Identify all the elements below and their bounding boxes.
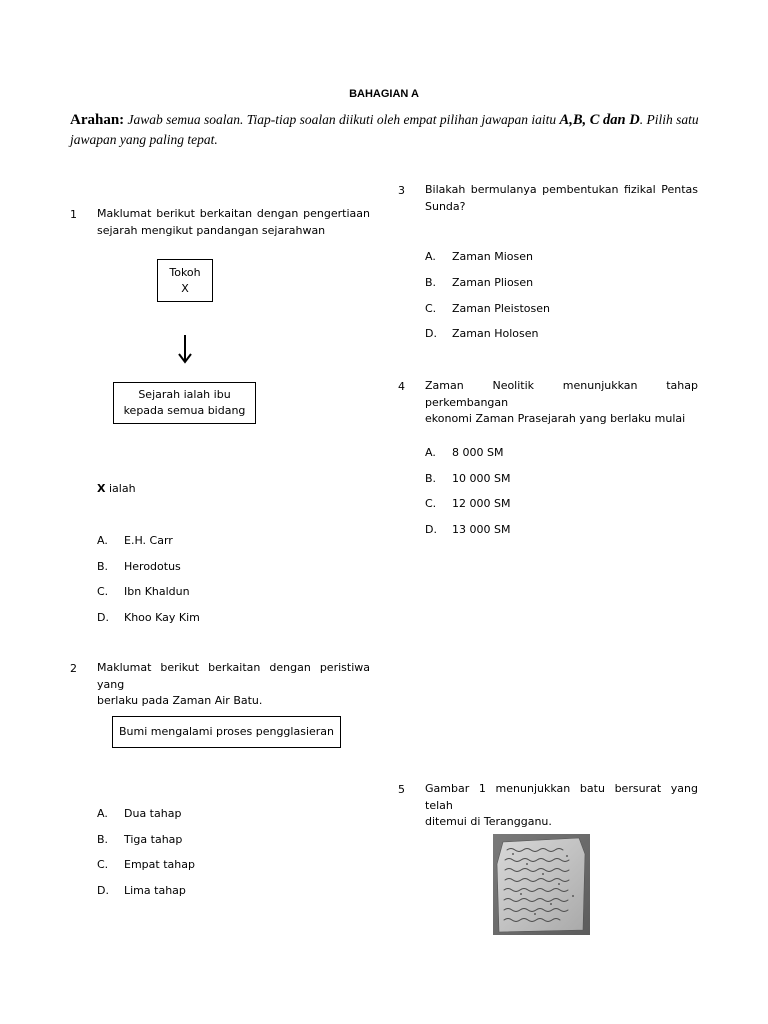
option-text[interactable]: Zaman Holosen xyxy=(452,327,539,340)
inscribed-stone-image xyxy=(493,834,590,935)
option-letter: A. xyxy=(97,534,108,547)
instruction-choices: A,B, C dan D xyxy=(559,112,640,128)
question-1-text xyxy=(97,206,370,239)
question-2-line-1: Maklumat berikut berkaitan dengan peristiwa yang xyxy=(97,661,370,691)
option-letter: C. xyxy=(97,585,109,598)
option-text[interactable]: Lima tahap xyxy=(124,884,186,897)
question-3-text xyxy=(425,182,698,215)
option-text[interactable]: Zaman Pleistosen xyxy=(452,302,550,315)
option-text[interactable]: Empat tahap xyxy=(124,858,195,871)
question-4-text xyxy=(425,378,698,428)
instruction-label: Arahan: xyxy=(70,112,125,128)
question-4-line-1: Zaman Neolitik menunjukkan tahap perkembangan xyxy=(425,379,698,409)
option-letter: D. xyxy=(97,611,109,624)
option-text[interactable]: Zaman Miosen xyxy=(452,250,533,263)
question-3-line-2: Sunda? xyxy=(425,199,466,213)
question-5-number: 5 xyxy=(398,783,405,796)
tokoh-box-line-2: X xyxy=(181,281,189,295)
question-1-prompt-x: X xyxy=(97,482,106,495)
instructions xyxy=(70,110,700,149)
option-text[interactable]: Zaman Pliosen xyxy=(452,276,534,289)
question-1-prompt xyxy=(97,482,136,495)
question-4-line-2: ekonomi Zaman Prasejarah yang berlaku mulai xyxy=(425,412,686,425)
option-letter: D. xyxy=(97,884,109,897)
option-text[interactable]: Tiga tahap xyxy=(124,833,183,846)
option-letter: B. xyxy=(97,560,109,573)
option-text[interactable]: Ibn Khaldun xyxy=(124,585,190,598)
option-letter: D. xyxy=(425,327,437,340)
option-letter: A. xyxy=(425,446,436,459)
question-1-line-1: Maklumat berikut berkaitan dengan pengertiaan xyxy=(97,207,370,220)
question-1-prompt-rest: ialah xyxy=(105,482,136,495)
question-5-line-1: Gambar 1 menunjukkan batu bersurat yang telah xyxy=(425,782,698,812)
question-2-line-2: berlaku pada Zaman Air Batu. xyxy=(97,694,263,707)
definition-box xyxy=(113,382,256,424)
option-letter: B. xyxy=(425,472,437,485)
question-2-number: 2 xyxy=(70,662,77,675)
option-text[interactable]: Dua tahap xyxy=(124,807,182,820)
option-text[interactable]: 10 000 SM xyxy=(452,472,511,485)
question-5-text xyxy=(425,781,698,831)
option-letter: D. xyxy=(425,523,437,536)
option-text[interactable]: Khoo Kay Kim xyxy=(124,611,200,624)
glaciation-box: Bumi mengalami proses pengglasieran xyxy=(112,716,341,748)
down-arrow-icon xyxy=(176,334,194,369)
definition-box-line-2: kepada semua bidang xyxy=(123,404,246,417)
option-text[interactable]: Herodotus xyxy=(124,560,181,573)
option-letter: B. xyxy=(97,833,109,846)
option-letter: A. xyxy=(425,250,436,263)
option-text[interactable]: 13 000 SM xyxy=(452,523,511,536)
question-3-line-1: Bilakah bermulanya pembentukan fizikal Pentas xyxy=(425,183,698,196)
question-1-line-2: sejarah mengikut pandangan sejarahwan xyxy=(97,223,326,237)
tokoh-box xyxy=(157,259,213,302)
question-4-number: 4 xyxy=(398,380,405,393)
option-text[interactable]: E.H. Carr xyxy=(124,534,173,547)
question-3-number: 3 xyxy=(398,184,405,197)
tokoh-box-line-1: Tokoh xyxy=(169,265,201,279)
instruction-text-1: Jawab semua soalan. Tiap-tiap soalan diikuti oleh empat pilihan jawapan iaitu xyxy=(124,112,560,127)
question-2-text xyxy=(97,660,370,710)
option-letter: C. xyxy=(97,858,109,871)
option-letter: A. xyxy=(97,807,108,820)
option-letter: B. xyxy=(425,276,437,289)
definition-box-line-1: Sejarah ialah ibu xyxy=(138,388,231,401)
question-1-number: 1 xyxy=(70,208,77,221)
option-letter: C. xyxy=(425,302,437,315)
option-text[interactable]: 8 000 SM xyxy=(452,446,504,459)
instruction-text-2: . Pilih satu jawapan yang paling tepat. xyxy=(70,112,699,147)
question-5-line-2: ditemui di Terangganu. xyxy=(425,815,552,828)
option-letter: C. xyxy=(425,497,437,510)
option-text[interactable]: 12 000 SM xyxy=(452,497,511,510)
section-title: BAHAGIAN A xyxy=(349,88,419,100)
